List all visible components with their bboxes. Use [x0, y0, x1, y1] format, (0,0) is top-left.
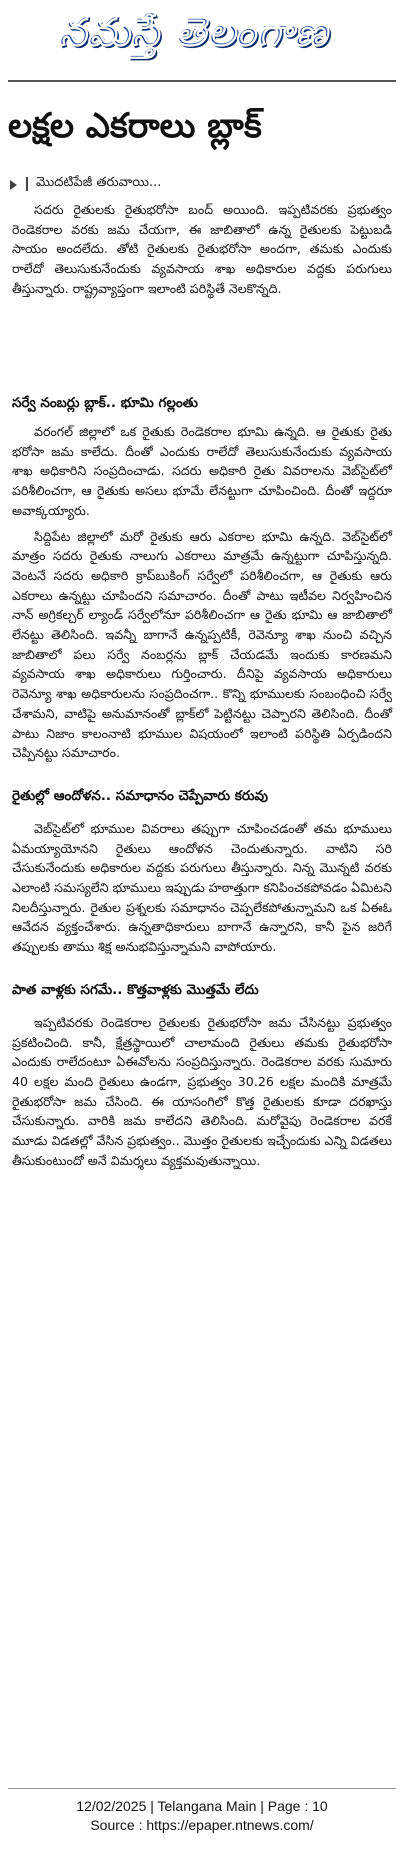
kicker-bar: [26, 177, 28, 191]
section-paragraph: వెబ్‌సైట్‌లో భూముల వివరాలు తప్పుగా చూపించడంతో తమ భూములు ఏమయ్యాయోనని రైతులు ఆందోళన చెందుతున్నారు. వాటిని సరి చేసుకునేందుకు అధికారుల వద్దకు పరుగులు తీస్తున్నారు. నిన్న మొన్నటి వరకు ఎలాంటి సమస్యలేని భూములు ఇప్పుడు హఠాత్తుగా కనిపించకపోవడం ఏమిటని నిలదీస్తున్నారు. రైతుల ప్రశ్నలకు సమాధానం చెప్పలేకపోతున్నామని ఒక ఏఈఓ ఆవేదన వ్యక్తంచేశారు. ఉన్నతాధికారులు బాగానే ఉన్నారని, కానీ పైన జరిగే తప్పులకు తాము శిక్ష అనుభవిస్తున్నామని వాపోయారు.: [12, 820, 392, 955]
article-body: [12, 200, 392, 1171]
section-paragraph: సిద్దిపేట జిల్లాలో మరో రైతుకు ఆరు ఎకరాల భూమి ఉన్నది. వెబ్‌సైట్‌లో మాత్రం సదరు రైతుకు నాలుగు ఎకరాలు మాత్రమే ఉన్నట్టుగా చూపిస్తున్నది. వెంటనే సదరు అధికారి క్రాప్‌బుకింగ్ సర్వేలో పరిశీలించగా, ఆ రైతుకు ఆరు ఎకరాలు ఉన్నట్టు చూపిందని సమాచారం. దీంతో పాటు ఇటీవల నిర్వహించిన నాన్ అగ్రికల్చర్ ల్యాండ్ సర్వేలోనూ పరిశీలించగా ఆ రైతు భూమి ఆ జాబితాలో లేనట్టు తెలిసింది. ఇవన్నీ బాగానే ఉన్నప్పటికీ, రెవెన్యూ శాఖ నుంచి వచ్చిన జాబితాలో పలు సర్వే నంబర్లను బ్లాక్ చేయడమే ఇందుకు కారణమని వ్యవసాయ శాఖ అధికారులు గుర్తించారు. దీనిపై వ్యవసాయ అధికారులు రెవెన్యూ శాఖ అధికారులను సంప్రదించగా.. కొన్ని భూములకు సంబంధించి సర్వే చేశామని, వాటిపై అనుమానంతో బ్లాక్‌లో పెట్టినట్టు చెప్పారని తెలిసింది. దీంతో పాటు నిజాం కాలంనాటి భూముల విషయంలో ఇలాంటి పరిస్థితి ఏర్పడిందని చెప్పినట్టు సమాచారం.: [12, 528, 392, 761]
section-heading: సర్వే నంబర్లు బ్లాక్.. భూమి గల్లంతు: [12, 395, 198, 411]
footer-source: Source : https://epaper.ntnews.com/: [90, 1817, 314, 1833]
continuation-kicker: [10, 174, 310, 194]
section-heading: రైతుల్లో ఆందోళన.. సమాధానం చెప్పేవారు కరువు: [12, 787, 268, 804]
masthead-divider: [8, 80, 396, 82]
section-paragraph: ఇప్పటివరకు రెండెకరాల రైతులకు రైతుభరోసా జమ చేసినట్టు ప్రభుత్వం ప్రకటించింది. కానీ, క్షేత్రస్థాయిలో చాలామంది రైతులు తమకు రైతుభరోసా ఎందుకు రాలేదంటూ ఏఈవోలను సంప్రదిస్తున్నారు. రెండెకరాల వరకు సుమారు 40 లక్షల మంది రైతులు ఉండగా, ప్రభుత్వం 30.26 లక్షల మందికి మాత్రమే రైతుభరోసా జమ చేసింది. ఈ యాసంగిలో కొత్త రైతులకు కూడా దరఖాస్తు చేసుకున్నారు. వారికి జమ కాలేదని తెలిసింది. మరోవైపు రెండెకరాల వరకే మూడు విడతల్లో వేసిన ప్రభుత్వం.. మొత్తం రైతులకు ఇచ్చేందుకు ఎన్ని విడతలు తీసుకుంటుందో అనే విమర్శలు వ్యక్తమవుతున్నాయి.: [12, 1014, 392, 1168]
section-paragraph: వరంగల్ జిల్లాలో ఒక రైతుకు రెండెకరాల భూమి ఉన్నది. ఆ రైతుకు రైతు భరోసా జమ కాలేదు. దీంతో ఎందుకు రాలేదో తెలుసుకునేందుకు వ్యవసాయ శాఖ అధికారిని సంప్రదించాడు. సదరు అధికారి రైతు వివరాలను వెబ్‌సైట్‌లో పరిశీలించగా, ఆ రైతుకు అసలు భూమే లేనట్టుగా చూపించింది. దీంతో ఇద్దరూ అవాక్కయ్యారు.: [12, 424, 392, 518]
footer: [8, 1797, 396, 1835]
article-headline: లక్షల ఎకరాలు బ్లాక్: [8, 106, 262, 146]
footer-dateline: 12/02/2025 | Telangana Main | Page : 10: [76, 1798, 328, 1814]
masthead-title: నమస్తే తెలంగాణ: [57, 9, 329, 55]
intro-paragraph: సదరు రైతులకు రైతుభరోసా బంద్ అయింది. ఇప్పటివరకు ప్రభుత్వం రెండెకరాల వరకు జమ చేయగా, ఈ జాబితాలో ఉన్న రైతులకు పెట్టుబడి సాయం అందలేదు. తోటి రైతులకు రైతుభరోసా అందగా, తమకు ఎందుకు రాలేదో తెలుసుకునేందుకు వ్యవసాయ శాఖ అధికారుల వద్దకు పరుగులు తీస్తున్నారు. రాష్ట్రవ్యాప్తంగా ఇలాంటి పరిస్థితే నెలకొన్నది.: [12, 202, 392, 296]
masthead: [18, 8, 368, 66]
section-heading: పాత వాళ్లకు సగమే.. కొత్తవాళ్లకు మొత్తమే లేదు: [12, 981, 259, 998]
footer-divider: [8, 1788, 396, 1789]
chevron-right-icon: [10, 179, 18, 189]
kicker-text: మొదటిపేజీ తరువాయి...: [36, 175, 162, 190]
